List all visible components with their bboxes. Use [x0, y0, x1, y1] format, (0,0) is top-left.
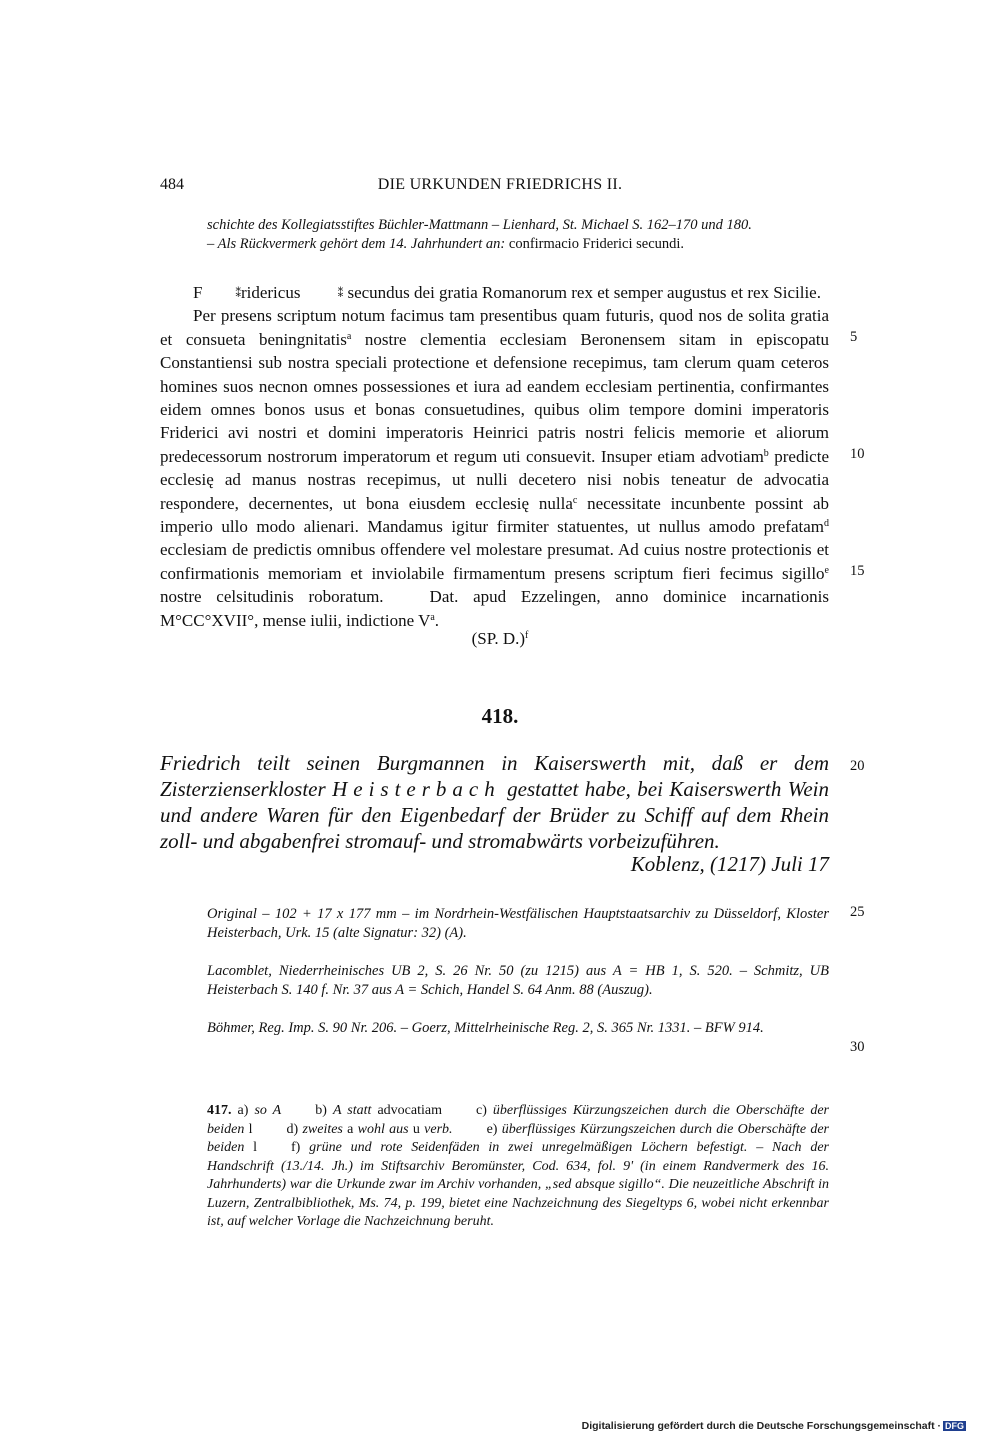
reference-original: Original – 102 + 17 x 177 mm – im Nordrhein-Westfälischen Hauptstaatsarchiv zu Düsseldorf, Kloster Heisterbach, Urk. 15 (alte Signatur: 32) (A).	[207, 906, 829, 941]
seal-note	[0, 629, 1000, 649]
initial-letter: F	[193, 283, 203, 302]
charter-segment-b: nostre clementia ecclesiam Beronensem sitam in episcopatu Constantiensi sub nostra speciali protectione et defensione recepimus, tam clerum quam ceteros homines suos necnon omnes possessiones et iura ad eandem ecclesiam pertinentia, confirmantes eidem omnes bonos usus et bonas consuetudines, quibus olim tempore domini imperatoris Friderici avi nostri et domini imperatoris Heinrici patris nostri felicis memorie et aliorum predecessorum nostrorum imperatorum et regum uti consuevit. Insuper etiam advotiam	[160, 329, 829, 466]
charter-segment-f: nostre celsitudinis roboratum.	[160, 587, 384, 607]
apparatus-number: 417.	[207, 1103, 232, 1118]
footnote-mark: e	[824, 564, 829, 576]
note-key: e)	[486, 1121, 502, 1137]
note-key: c)	[475, 1103, 493, 1118]
reference-regesta: Böhmer, Reg. Imp. S. 90 Nr. 206. – Goerz, Mittelrheinische Reg. 2, S. 365 Nr. 1331. – BFW 914.	[207, 1020, 764, 1036]
footnote-mark: f	[525, 630, 529, 641]
note-d-text-3: verb.	[424, 1121, 453, 1137]
line-number: 30	[850, 1039, 865, 1055]
intro-line-1: schichte des Kollegiatsstiftes Büchler-Mattmann – Lienhard, St. Michael S. 162–170 und 180.	[207, 217, 752, 233]
footnote-mark: d	[824, 518, 829, 530]
note-d-word-1: a	[342, 1121, 358, 1137]
charter-segment-d: necessitate incunbente possint ab imperio ullo modo alienari. Mandamus igitur firmiter statuentes, ut nullus amodo prefatam	[160, 493, 829, 537]
ornament-icon-2: ⁑	[337, 288, 344, 300]
intro-line-2-roman: confirmacio Friderici secundi.	[505, 236, 685, 252]
charter-intitulatio	[160, 281, 829, 304]
note-b-text: A statt	[332, 1103, 372, 1118]
intro-text	[207, 216, 829, 254]
intro-line-2-italic: – Als Rückvermerk gehört dem 14. Jahrhundert an:	[207, 236, 506, 252]
intitulatio-name: ridericus	[240, 283, 301, 302]
charter-datum: Dat. apud Ezzelingen, anno dominice incarnationis M°CC°XVII°, mense iulii, indictione V	[160, 587, 829, 630]
note-key: a)	[231, 1103, 255, 1118]
intitulatio-rest: secundus dei gratia Romanorum rex et semper augustus et rex Sicilie.	[343, 283, 821, 302]
note-d-text-1: zweites	[302, 1121, 343, 1137]
reference-editions: Lacomblet, Niederrheinisches UB 2, S. 26 Nr. 50 (zu 1215) aus A = HB 1, S. 520. – Schmitz, UB Heisterbach S. 140 f. Nr. 37 aus A = Schich, Handel S. 64 Anm. 88 (Auszug).	[207, 963, 829, 998]
line-number: 20	[850, 758, 865, 774]
footnote-mark: c	[572, 494, 578, 506]
note-c-word: l	[244, 1121, 253, 1137]
dfg-logo: DFG	[945, 1421, 964, 1431]
page-number: 484	[160, 176, 184, 193]
intro-line-2	[207, 235, 829, 254]
charter-segment-a: Per presens scriptum notum facimus tam presentibus quam futuris, quod nos de solita gratia et consueta beningnitatis	[160, 306, 829, 349]
footnote-mark: b	[763, 447, 769, 459]
note-key: d)	[286, 1121, 303, 1137]
charter-segment-c: predicte ecclesię ad manus nostras recepimus, ut nulli decetero nisi nobis teneatur de advocatia respondere, decernentes, ut bona eiusdem ecclesię nulla	[160, 446, 829, 513]
note-e-text: überflüssiges Kürzungszeichen durch die Oberschäfte der beiden	[207, 1121, 829, 1155]
note-d-word-2: u	[408, 1121, 425, 1137]
regest	[160, 750, 829, 854]
note-a-text: so A	[254, 1103, 282, 1118]
note-e-word: l	[244, 1140, 258, 1155]
footer-text: Digitalisierung gefördert durch die Deutsche Forschungsgemeinschaft ·	[581, 1420, 941, 1432]
charter-segment-e: ecclesiam de predictis omnibus offendere vel molestare presumat. Ad cuius nostre protectionis et confirmationis memoriam et inviolabile firmamentum presens scriptum fieri fecimus sigillo	[160, 540, 829, 583]
line-number: 10	[850, 446, 865, 462]
critical-apparatus	[207, 1102, 829, 1232]
ornament-icon: ⁑	[235, 288, 241, 300]
note-key: b)	[315, 1103, 333, 1118]
seal-text: (SP. D.)	[471, 629, 526, 648]
note-key: f)	[291, 1140, 310, 1155]
line-number: 25	[850, 904, 865, 920]
funding-footer	[582, 1420, 966, 1432]
footnote-mark: a	[430, 611, 435, 623]
note-d-text-2: wohl aus	[357, 1121, 409, 1137]
note-b-word: advocatiam	[371, 1103, 442, 1118]
footnote-mark: a	[346, 330, 352, 342]
place-date: Koblenz, (1217) Juli 17	[630, 852, 829, 876]
document-number: 418.	[481, 704, 519, 728]
note-c-text: überflüssiges Kürzungszeichen durch die Oberschäfte der beiden	[207, 1103, 829, 1137]
regest-part-a: Friedrich teilt seinen Burgmannen in Kaiserswerth mit, daß er dem Zisterzienserkloster	[160, 751, 829, 801]
regest-part-b: gestattet habe, bei Kaiserswerth Wein und andere Waren für den Eigenbedarf der Brüder zu Schiff auf dem Rhein zoll- und abgabenfrei stromauf- und stromabwärts vorbeizuführen.	[160, 777, 829, 853]
running-head: DIE URKUNDEN FRIEDRICHS II.	[377, 176, 623, 193]
note-f-text: grüne und rote Seidenfäden in zwei unregelmäßigen Löchern befestigt. – Nach der Handschrift (13./14. Jh.) im Stiftsarchiv Beromünster, Cod. 634, fol. 9' (in einem Randvermerk des 16. Jahrhunderts) war die Urkunde zwar im Archiv vorhanden, „sed absque sigillo“. Die neuzeitliche Abschrift in Luzern, Zentralbibliothek, Ms. 74, p. 199, bietet eine Nachzeichnung des Siegeltyps 6, wobei nicht erkennbar ist, auf welcher Vorlage die Nachzeichnung beruht.	[207, 1140, 830, 1229]
line-number: 5	[850, 329, 858, 345]
charter-text	[160, 281, 829, 632]
line-number: 15	[850, 563, 865, 579]
charter-body: Per presens scriptum notum facimus tam presentibus quam futuris, quod nos de solita gratia et consueta beningnitatis$^a$ nostre clementia ecclesiam Beronensem sitam in episcopatu Constantiensi sub nostra speciali protectione et defensione recepimus, tam clerum quam ceteros homines suos necnon omnes possessiones et iura ad eandem ecclesiam pertinentia, confirmantes eidem omnes bonos usus et bonas consuetudines, quibus olim tempore domini imperatoris Friderici avi nostri et domini imperatoris Heinrici patris nostri felicis memorie et aliorum predecessorum nostrorum imperatorum et regum uti consuevit. Insuper etiam advotiam$^b$ predicte ecclesię ad manus nostras recepimus, ut nulli decetero nisi nobis teneatur de advocatia respondere, decernentes, ut bona eiusdem ecclesię nulla$^c$ necessitate incunbente possint ab imperio ullo modo alienari. Mandamus igitur firmiter statuentes, ut nullus amodo prefatam$^d$ ecclesiam de predictis omnibus offendere vel molestare presumat. Ad cuius nostre protectionis et confirmationis memoriam et inviolabile firmamentum presens scriptum fieri fecimus sigillo$^e$ nostre celsitudinis roboratum. Dat. apud Ezzelingen, anno dominice incarnationis M°CC°XVII°, mense iulii, indictione $V^a$.	[160, 306, 829, 630]
regest-spaced-name: Heisterbach	[332, 777, 501, 801]
